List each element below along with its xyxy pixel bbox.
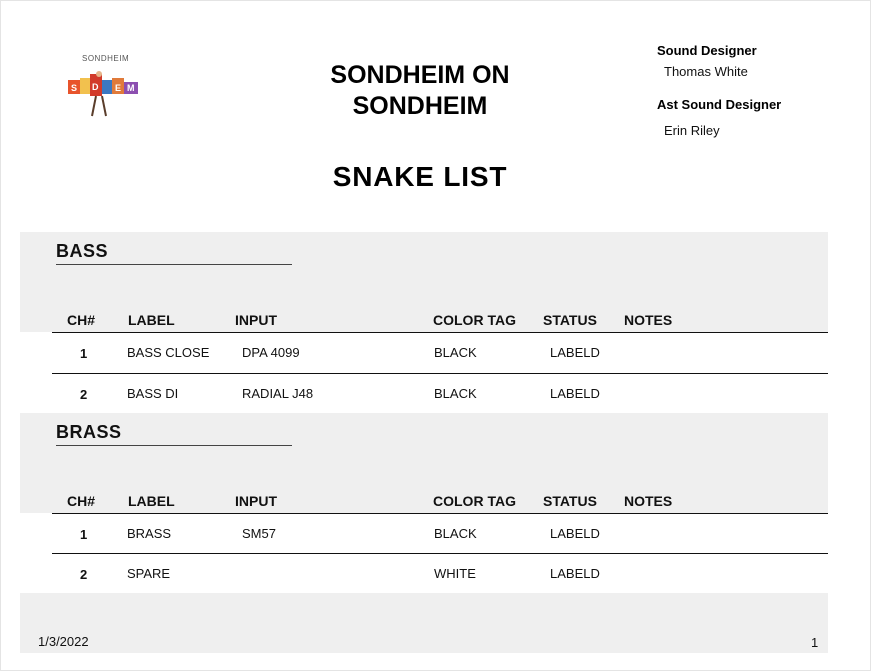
cell-label: BASS DI (127, 386, 179, 401)
logo-art-icon (66, 70, 146, 122)
cell-color-tag: BLACK (434, 345, 477, 360)
logo-small-text: SONDHEIM (82, 54, 130, 63)
cell-input: RADIAL J48 (242, 386, 314, 401)
col-header-label: LABEL (128, 312, 175, 328)
cell-ch: 1 (80, 527, 88, 542)
cell-input: DPA 4099 (242, 345, 300, 360)
svg-text:E: E (115, 83, 122, 93)
svg-text:D: D (92, 82, 99, 92)
cell-color-tag: BLACK (434, 526, 477, 541)
cell-status: LABELD (550, 386, 600, 401)
section-title: BRASS (56, 422, 122, 442)
credit-role-ast-sound-designer: Ast Sound Designer (657, 97, 782, 112)
col-header-ch: CH# (67, 493, 96, 509)
cell-ch: 1 (80, 346, 88, 361)
col-header-status: STATUS (543, 312, 597, 328)
cell-status: LABELD (550, 526, 600, 541)
table-row (20, 554, 828, 594)
cell-status: LABELD (550, 345, 600, 360)
col-header-input: INPUT (235, 493, 277, 509)
cell-input: SM57 (242, 526, 276, 541)
cell-ch: 2 (80, 387, 88, 402)
col-header-notes: NOTES (624, 312, 673, 328)
footer-band (20, 593, 828, 653)
cell-label: BASS CLOSE (127, 345, 210, 360)
credit-name-sound-designer: Thomas White (664, 64, 748, 79)
svg-text:S: S (71, 83, 78, 93)
svg-text:M: M (127, 83, 135, 93)
cell-color-tag: BLACK (434, 386, 477, 401)
col-header-label: LABEL (128, 493, 175, 509)
document-subtitle: SNAKE LIST (332, 161, 508, 192)
col-header-input: INPUT (235, 312, 277, 328)
credit-role-sound-designer: Sound Designer (657, 43, 757, 58)
cell-color-tag: WHITE (434, 566, 476, 581)
cell-label: BRASS (127, 526, 172, 541)
col-header-ch: CH# (67, 312, 96, 328)
section-brass (20, 413, 828, 593)
document-title: SONDHEIM ON SONDHEIM (330, 61, 510, 120)
col-header-color-tag: COLOR TAG (433, 493, 516, 509)
table-row (20, 374, 828, 414)
section-bass (20, 232, 828, 413)
section-title-underline (56, 445, 292, 446)
credit-name-ast-sound-designer: Erin Riley (664, 123, 720, 138)
table-row (20, 333, 828, 373)
cell-status: LABELD (550, 566, 600, 581)
cell-label: SPARE (127, 566, 171, 581)
section-title-underline (56, 264, 292, 265)
col-header-status: STATUS (543, 493, 597, 509)
footer-date: 1/3/2022 (38, 634, 89, 649)
col-header-notes: NOTES (624, 493, 673, 509)
footer-page-number: 1 (811, 635, 819, 650)
table-row (20, 514, 828, 554)
section-title: BASS (56, 241, 109, 261)
show-logo (58, 50, 148, 124)
cell-ch: 2 (80, 567, 88, 582)
col-header-color-tag: COLOR TAG (433, 312, 516, 328)
